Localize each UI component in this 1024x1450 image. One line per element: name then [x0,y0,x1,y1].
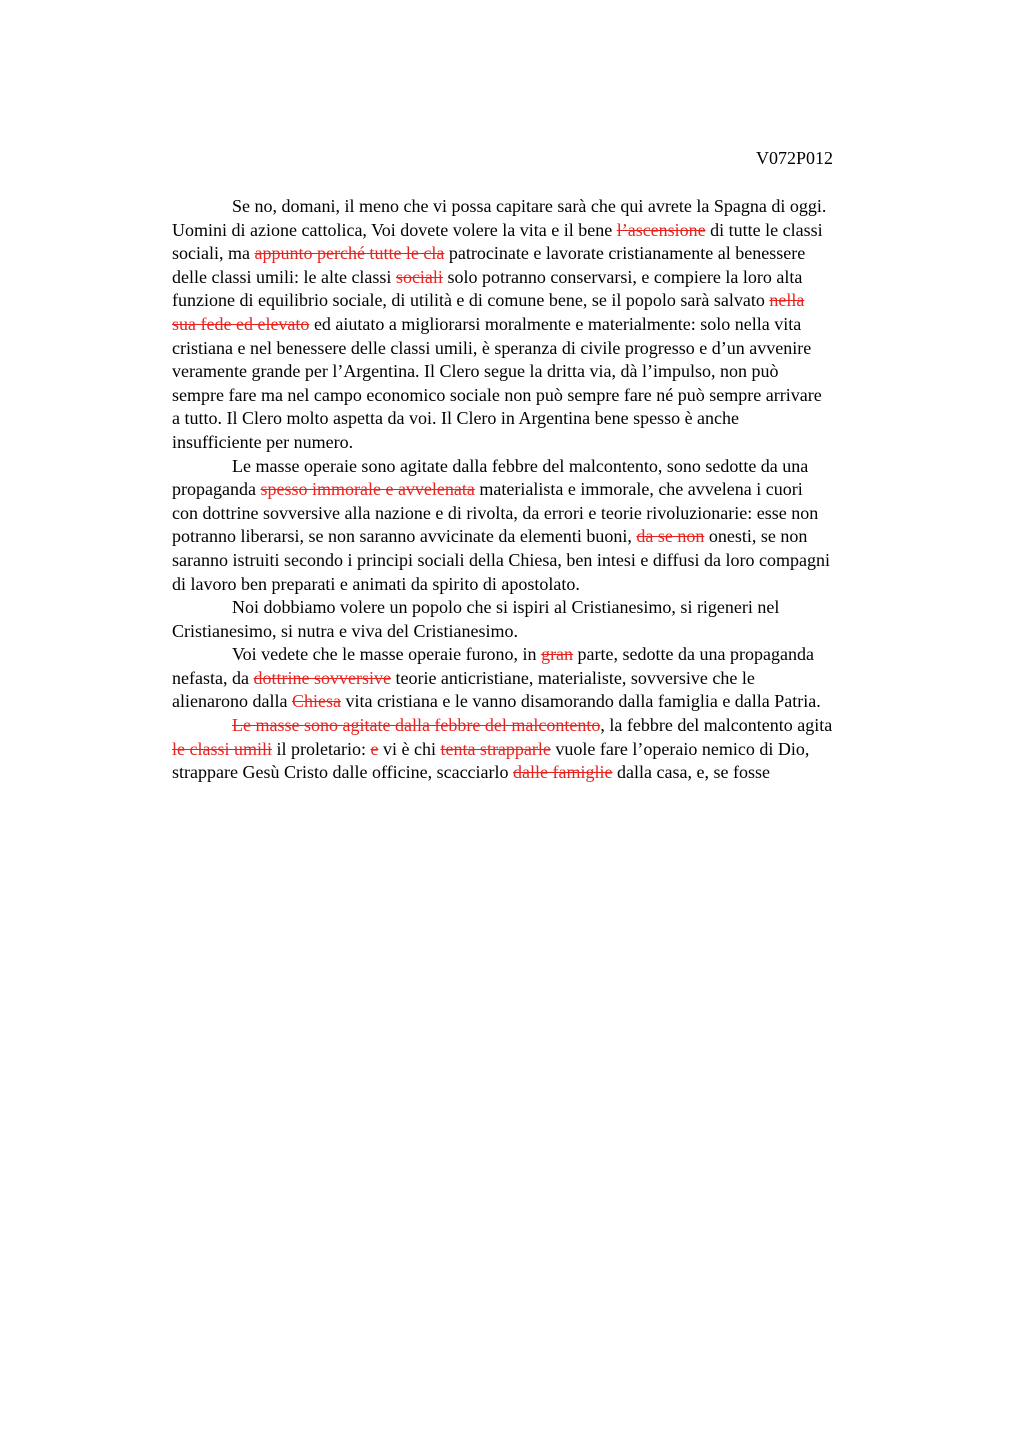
text-segment: materialista e immorale, che avvelena i cuori [474,479,803,500]
text-segment: Le masse operaie sono agitate dalla febbre del malcontento, sono sedotte da una [232,455,809,476]
paragraph [172,643,930,714]
text-segment: teorie anticristiane, materialiste, sovversive che le [390,667,755,688]
deleted-text: e [370,738,379,759]
text-segment: insufficiente per numero. [172,431,354,452]
text-segment: patrocinate e lavorate cristianamente al benessere [444,243,806,264]
deleted-text: gran [541,644,574,665]
text-segment: Voi vedete che le masse operaie furono, in [232,644,542,665]
text-segment: il proletario: [271,738,371,759]
text-line [172,289,930,313]
deleted-text: tenta strapparle [440,738,551,759]
text-line [172,431,930,455]
text-segment: delle classi umili: le alte classi [172,266,396,287]
text-segment: sociali, ma [172,243,255,264]
text-segment: Cristianesimo, si nutra e viva del Cristianesimo. [172,620,518,641]
text-segment: Se no, domani, il meno che vi possa capitare sarà che qui avrete la Spagna di oggi. [232,196,827,216]
deleted-text: l’ascensione [616,219,706,240]
text-line [172,620,930,644]
text-line [172,407,930,431]
text-line [172,761,930,785]
text-line [172,266,930,290]
deleted-text: spesso immorale e avvelenata [260,479,475,500]
text-segment: con dottrine sovversive alla nazione e di rivolta, da errori e teorie rivoluzionarie: esse non [172,502,819,523]
text-line [172,667,930,691]
deleted-text: Le masse sono agitate dalla febbre del malcontento [232,715,601,736]
text-segment: parte, sedotte da una propaganda [573,644,814,665]
text-line [172,596,930,620]
paragraph [172,195,930,455]
deleted-text: Chiesa [291,691,341,712]
text-line [172,738,930,762]
text-line [172,195,930,219]
text-segment: vuole fare l’operaio nemico di Dio, [550,738,810,759]
paragraph [172,596,930,643]
text-segment: alienarono dalla [172,691,292,712]
text-segment: di lavoro ben preparati e animati da spirito di apostolato. [172,573,580,594]
text-segment: funzione di equilibrio sociale, di utilità e di comune bene, se il popolo sarà salvato [172,290,770,311]
text-segment: onesti, se non [704,526,808,547]
text-line [172,643,930,667]
text-segment: potranno liberarsi, se non saranno avvicinate da elementi buoni, [172,526,637,547]
document-body [172,195,930,785]
text-segment: cristiana e nel benessere delle classi umili, è speranza di civile progresso e d’un avvenire [172,337,812,358]
text-line [172,690,930,714]
text-line [172,360,930,384]
paragraph [172,714,930,785]
text-line [172,549,930,573]
text-segment: veramente grande per l’Argentina. Il Clero segue la dritta via, dà l’impulso, non può [172,361,779,382]
text-line [172,313,930,337]
text-segment: Uomini di azione cattolica, Voi dovete volere la vita e il bene [172,219,617,240]
deleted-text: appunto perché tutte le cla [254,243,445,264]
text-line [172,384,930,408]
text-segment: sempre fare ma nel campo economico sociale non può sempre fare né può sempre arrivare [172,384,822,405]
text-segment: , la febbre del malcontento agita [600,715,833,736]
text-segment: a tutto. Il Clero molto aspetta da voi. Il Clero in Argentina bene spesso è anche [172,408,740,429]
deleted-text: le classi umili [172,738,272,759]
text-segment: solo potranno conservarsi, e compiere la loro alta [442,266,803,287]
text-line [172,573,930,597]
text-segment: saranno istruiti secondo i principi sociali della Chiesa, ben intesi e diffusi da loro compagni [172,549,831,570]
text-segment: vita cristiana e le vanno disamorando dalla famiglia e dalla Patria. [340,691,821,712]
text-segment: vi è chi [378,738,441,759]
text-segment: dalla casa, e, se fosse [612,762,770,783]
text-line [172,525,930,549]
text-line [172,455,930,479]
text-segment: di tutte le classi [705,219,823,240]
text-segment: propaganda [172,479,261,500]
deleted-text: dottrine sovversive [253,667,391,688]
text-line [172,219,930,243]
text-segment: nefasta, da [172,667,254,688]
deleted-text: sociali [395,266,443,287]
text-line [172,502,930,526]
paragraph [172,455,930,597]
text-line [172,337,930,361]
text-segment: strappare Gesù Cristo dalle officine, scacciarlo [172,762,514,783]
text-segment: Noi dobbiamo volere un popolo che si ispiri al Cristianesimo, si rigeneri nel [232,597,780,618]
text-line [172,242,930,266]
text-line [172,714,930,738]
deleted-text: dalle famiglie [513,762,613,783]
deleted-text: sua fede ed elevato [172,313,310,334]
deleted-text: da se non [636,526,705,547]
deleted-text: nella [769,290,805,311]
text-segment: ed aiutato a migliorarsi moralmente e materialmente: solo nella vita [309,313,802,334]
page-identifier: V072P012 [756,148,834,168]
text-line [172,478,930,502]
